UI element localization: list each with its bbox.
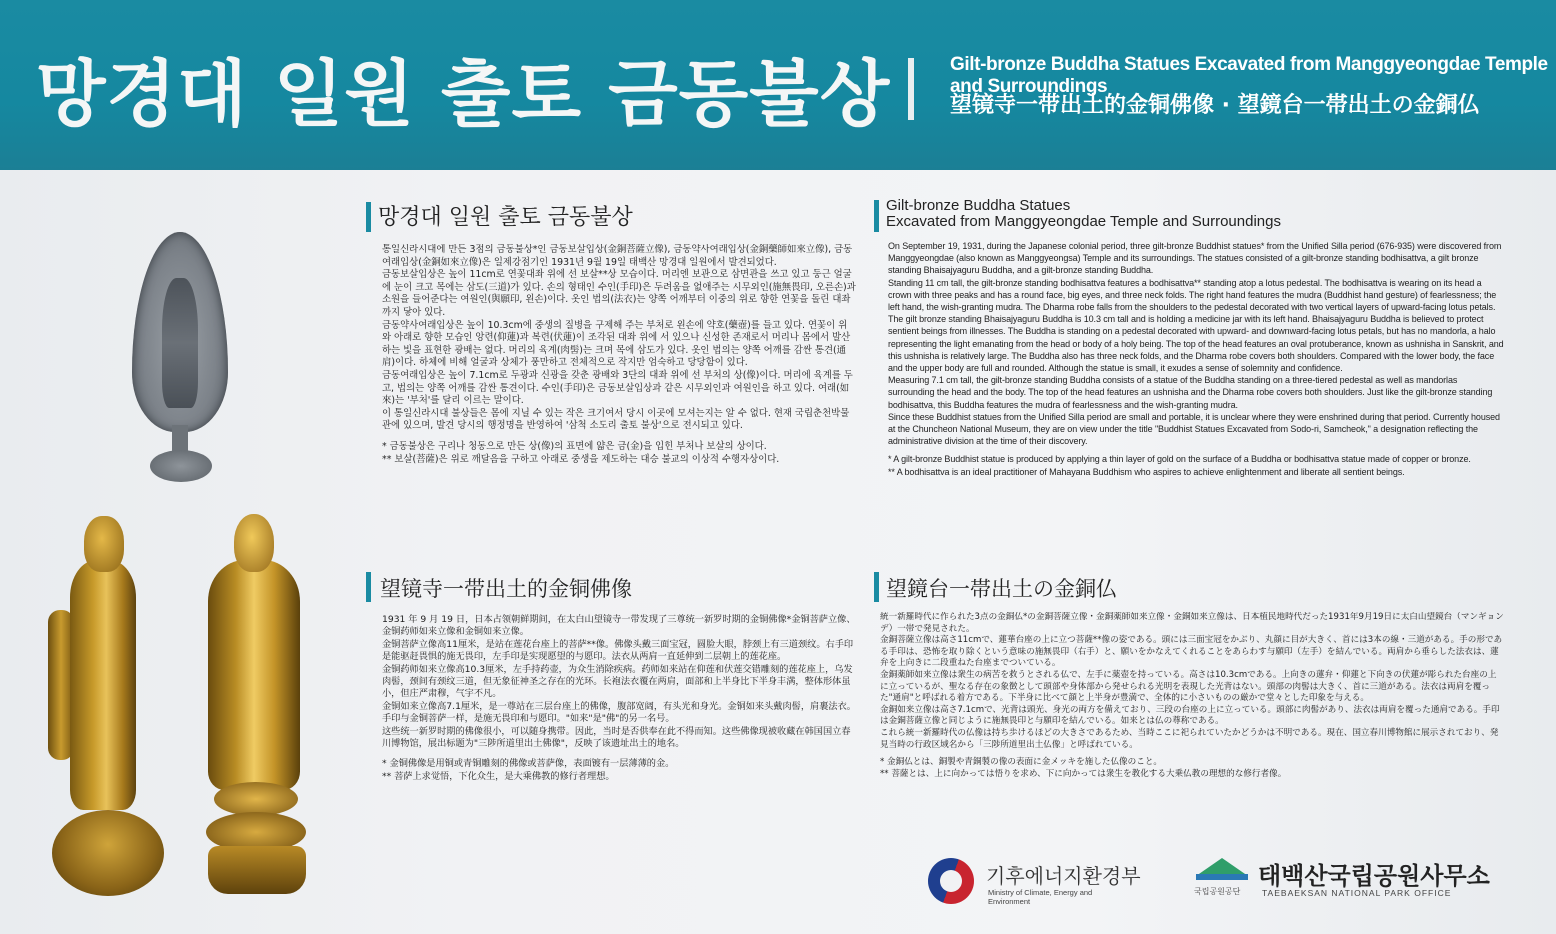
footnote: ** 菩薩とは、上に向かっては悟りを求め、下に向かっては衆生を教化する大乗仏教の理想的な修行者像。 xyxy=(880,768,1287,779)
ministry-name-korean: 기후에너지환경부 xyxy=(986,864,1141,888)
footnote: * 금동불상은 구리나 청동으로 만든 상(像)의 표면에 얇은 금(金)을 입힌 부처나 보살의 상이다. xyxy=(382,440,767,452)
footnote: * A gilt-bronze Buddhist statue is produced by applying a thin layer of gold on the surface of a Buddha or bodhisattva statue made of copper or bronze. xyxy=(888,454,1471,465)
section-marker xyxy=(366,572,371,602)
park-service-label: 국립공원공단 xyxy=(1194,887,1241,896)
paragraph: 这些统一新罗时期的佛像很小，可以随身携带。因此，当时是否供奉在此不得而知。这些佛像现被收藏在韩国国立春川博物馆，展出标题为"三陟所道里出土佛像"，反映了该遗址出土的地名。 xyxy=(382,725,851,750)
wave-icon xyxy=(1196,874,1248,880)
title-english: Gilt-bronze Buddha Statues Excavated from Manggyeongdae Temple and Surroundings xyxy=(950,54,1548,97)
footnote: * 金铜佛像是用铜或青铜雕刻的佛像或菩萨像，表面镀有一层薄薄的金。 xyxy=(382,758,675,770)
paragraph: 금동약사여래입상은 높이 10.3cm에 중생의 질병을 구제해 주는 부처로 왼손에 약호(藥壺)를 들고 있다. 연꽃이 위와 아래로 향한 모습인 앙련(仰蓮)과 복련(伏蓮)이 조각된 대좌 위에 서 있으나 신성한 존재로서 머리나 몸에서 발산하는 빛을 표현한 광배는 없다. 머리의 육계(肉髻)는 크며 목에 삼도가 있다. 옷인 법의는 양쪽 어깨를 감싼 통견(通肩)이다. 하체에 비해 얼굴과 상체가 풍만하고 전체적으로 작지만 엄숙하고 당당함이 있다. xyxy=(382,319,851,369)
paragraph: Standing 11 cm tall, the gilt-bronze standing bodhisattva features a bodhisattva** standing atop a lotus pedestal. The bodhisattva is wearing on its head a crown with three peaks and has a round face, big eyes, and three neck folds. The right hand features the mudra (Buddhist hand gesture) of fearlessness; the left hand, the wish-granting mudra. The Dharma robe falls from the shoulders to the pedestal decorated with two vertical layers of upward-facing lotus petals. xyxy=(888,277,1497,313)
paragraph: Since these Buddhist statues from the Unified Silla period are small and portable, it is unclear where they were enshrined during that period. Currently housed at the Chuncheon National Museum, they are on view under the title "Buddhist Statues Excavated from Sodo-ri, Samcheok," a designation reflecting the administrative division at the time of their discovery. xyxy=(888,411,1500,447)
statue-figure xyxy=(162,278,198,408)
title-chinese-japanese: 望镜寺一带出土的金铜佛像 · 望鏡台一帯出土の金銅仏 xyxy=(950,93,1480,118)
section-title-chinese: 望镜寺一带出土的金铜佛像 xyxy=(380,577,632,601)
paragraph: 統一新羅時代に作られた3点の金銅仏*の金銅菩薩立像・金銅薬師如来立像・金銅如来立像は、日本植民地時代だった1931年9月19日に太白山望鏡台（マンギョンデ）一帯で発見された。 xyxy=(880,612,1504,634)
paragraph: 이 통일신라시대 불상들은 몸에 지닐 수 있는 작은 크기여서 당시 이곳에 모셔는지는 알 수 없다. 현재 국립춘천박물관에 있으며, 발견 당시의 행정명을 반영하여 '삼척 소도리 출토 불상'으로 전시되고 있다. xyxy=(382,407,850,432)
paragraph: 금동여래입상은 높이 7.1cm로 두광과 신광을 갖춘 광배와 3단의 대좌 위에 선 부처의 상(像)이다. 머리에 육계를 두고, 법의는 양쪽 어깨를 감싼 통견이다. 수인(手印)은 금동보살입상과 같은 시무외인과 여원인을 하고 있다. 여래(如來)는 '부처'를 달리 이르는 말이다. xyxy=(382,369,853,407)
title-divider xyxy=(908,58,914,120)
section-marker xyxy=(874,200,879,232)
paragraph: Measuring 7.1 cm tall, the gilt-bronze standing Buddha consists of a statue of the Buddha standing on a three-tiered pedestal as well as mandorlas surrounding the head and the body. The top of the head features an ushnisha and the Dharma robe covers both shoulders. Just like the gilt-bronze standing bodhisattva, this Buddha features the mudra of fearlessness and the wish-granting mudra. xyxy=(888,375,1493,410)
paragraph: これら統一新羅時代の仏像は持ち歩けるほどの大きさであるため、当時ここに祀られていたかどうかは不明である。現在、国立春川博物館に展示されており、発見当時の行政区域名から「三陟所道里出土仏像」と呼ばれている。 xyxy=(880,727,1499,750)
title-line: Excavated from Manggyeongdae Temple and Surroundings xyxy=(886,213,1281,230)
footnote: * 金銅仏とは、銅製や青銅製の像の表面に金メッキを施した仏像のこと。 xyxy=(880,757,1163,768)
section-marker xyxy=(366,202,371,232)
section-body-english xyxy=(888,240,1506,544)
section-title-english xyxy=(886,198,1281,230)
statue-body xyxy=(208,560,300,790)
statue-base xyxy=(52,810,164,896)
section-title-korean: 망경대 일원 출토 금동불상 xyxy=(378,205,633,230)
title-line: Gilt-bronze Buddha Statues xyxy=(886,197,1071,214)
paragraph: 金銅如来立像は高さ7.1cmで、光背は頭光、身光の両方を備えており、三段の台座の上に立っている。頭部に肉髻があり、法衣は両肩を覆った通肩である。手印は金銅菩薩立像と同じように施無畏印と与願印を結んでいる。如来とは仏の尊称である。 xyxy=(880,704,1500,727)
section-title-japanese: 望鏡台一帯出土の金銅仏 xyxy=(886,577,1117,601)
statue-head xyxy=(234,514,274,572)
statue-base xyxy=(214,782,298,816)
footnote: ** A bodhisattva is an ideal practitioner of Mahayana Buddhism who aspires to achieve enlightenment and liberate all sentient beings. xyxy=(888,466,1405,477)
section-body-korean xyxy=(382,244,856,514)
statue-base xyxy=(150,450,212,482)
section-body-chinese xyxy=(382,614,856,834)
paragraph: The gilt bronze standing Bhaisajyaguru Buddha is 10.3 cm tall and is holding a medicine jar with its left hand. Bhaisajyaguru Buddha is believed to protect sentient beings from illnesses. The Buddha is standing on a pedestal decorated with upward- and downward-facing lotus petals, but has no mandorla, a halo representing the light emanating from the head or body of a holy being. The top of the head features an oval protuberance, known as ushnisha in Sanskrit, and this ushnisha is relatively large. The Buddha also has three neck folds, and the Dharma robe covers both shoulders. Compared with the lower body, the face and the upper body are full and rounded. Although the statue is small, it exudes a sense of solemnity and confidence. xyxy=(888,314,1504,374)
sign-header xyxy=(0,0,1556,170)
title-korean: 망경대 일원 출토 금동불상 xyxy=(36,52,891,136)
taeguk-inner xyxy=(940,870,962,892)
paragraph: On September 19, 1931, during the Japanese colonial period, three gilt-bronze Buddhist statues* from the Unified Silla period (676-935) were discovered from Manggyeongdae (also known as Manggyeongsa) Temple and its surroundings. The statues consisted of a gilt-bronze standing bodhisattva, a gilt bronze standing Bhaisajyaguru Buddha, and a gilt-bronze standing Buddha. xyxy=(888,241,1502,276)
paragraph: 金铜菩萨立像高11厘米，是站在莲花台座上的菩萨**像。佛像头戴三面宝冠，圆脸大眼，脖颈上有三道颈纹。右手印是能驱赶畏惧的施无畏印，左手印是实现愿望的与愿印。法衣从两肩一直延伸到二层朝上的莲花座。 xyxy=(382,638,854,663)
ministry-name-english: Ministry of Climate, Energy and Environment xyxy=(988,888,1093,906)
footnote: ** 菩萨上求觉悟，下化众生，是大乘佛教的修行者理想。 xyxy=(382,770,615,782)
statue-head xyxy=(84,516,124,572)
paragraph: 金銅菩薩立像は高さ11cmで、蓮華台座の上に立つ菩薩**像の姿である。頭には三面宝冠をかぶり、丸顔に目が大きく、首には3本の線・三道がある。手の形である手印は、恐怖を取り除くという意味の施無畏印（右手）と、願いをかなえてくれることをあらわす与願印（左手）を結んでいる。両肩から垂らした法衣は、蓮弁を上向きに二段重ねた台座までついている。 xyxy=(880,635,1503,669)
section-marker xyxy=(874,572,879,602)
footnote: ** 보살(菩薩)은 위로 깨달음을 구하고 아래로 중생을 제도하는 대승 불교의 이상적 수행자상이다. xyxy=(382,453,780,465)
paragraph: 금동보살입상은 높이 11cm로 연꽃대좌 위에 선 보살**상 모습이다. 머리엔 보관으로 삼면관을 쓰고 있고 둥근 얼굴에 눈이 크고 목에는 삼도(三道)가 있다. 손의 형태인 수인(手印)은 두려움을 없애주는 시무외인(施無畏印, 오른손)과 소원을 들어준다는 여원인(與願印, 왼손)이다. 옷인 법의(法衣)는 양쪽 어깨부터 이중의 위로 향한 연꽃을 돌린 대좌까지 닿아 있다. xyxy=(382,269,856,318)
park-office-name-english: TAEBAEKSAN NATIONAL PARK OFFICE xyxy=(1262,888,1452,898)
paragraph: 통일신라시대에 만든 3점의 금동불상*인 금동보살입상(金銅菩薩立像), 금동약사여래입상(金銅藥師如來立像), 금동여래입상(金銅如來立像)은 일제강점기인 1931년 9월 19일 태백산 망경대 일원에서 발견되었다. xyxy=(382,244,853,268)
paragraph: 金銅薬師如来立像は衆生の病苦を救うとされる仏で、左手に薬壺を持っている。高さは10.3cmである。上向きの蓮弁・仰蓮と下向きの伏蓮が彫られた台座の上に立っているが、聖なる存在の象徴として頭部や身体部から発せられる光明を表現した光背はない。頭部の肉髻は大きく、首に三道がある。法衣は両肩を覆った"通肩"と呼ばれる着方である。下半身に比べて顔と上半身が豊満で、全体的に小さいものの厳かで堂々とした印象を与える。 xyxy=(880,669,1497,704)
section-body-japanese xyxy=(880,612,1504,808)
paragraph: 金铜如来立像高7.1厘米，是一尊站在三层台座上的佛像，腹部宽阔，有头光和身光。金铜如来头戴肉髻，肩裹法衣。手印与金铜菩萨一样，是施无畏印和与愿印。"如来"是"佛"的另一名号。 xyxy=(382,700,856,725)
park-office-name-korean: 태백산국립공원사무소 xyxy=(1258,862,1490,890)
statue-body xyxy=(70,560,136,810)
paragraph: 1931 年 9 月 19 日，日本占领朝鲜期间，在太白山望镜寺一带发现了三尊统一新罗时期的金铜佛像*金铜菩萨立像、金铜药师如来立像和金铜如来立像。 xyxy=(382,614,856,638)
statue-base xyxy=(208,846,306,894)
paragraph: 金铜药师如来立像高10.3厘米，左手持药壶，为众生消除疾病。药师如来站在仰莲和伏莲交错雕刻的莲花座上，乌发肉髻，颈间有颈纹三道，但无象征神圣之存在的光环。长袍法衣覆在两肩，面部和上半身比下半身丰满，整体形体虽小，但庄严肃穆，气宇不凡。 xyxy=(382,663,853,700)
